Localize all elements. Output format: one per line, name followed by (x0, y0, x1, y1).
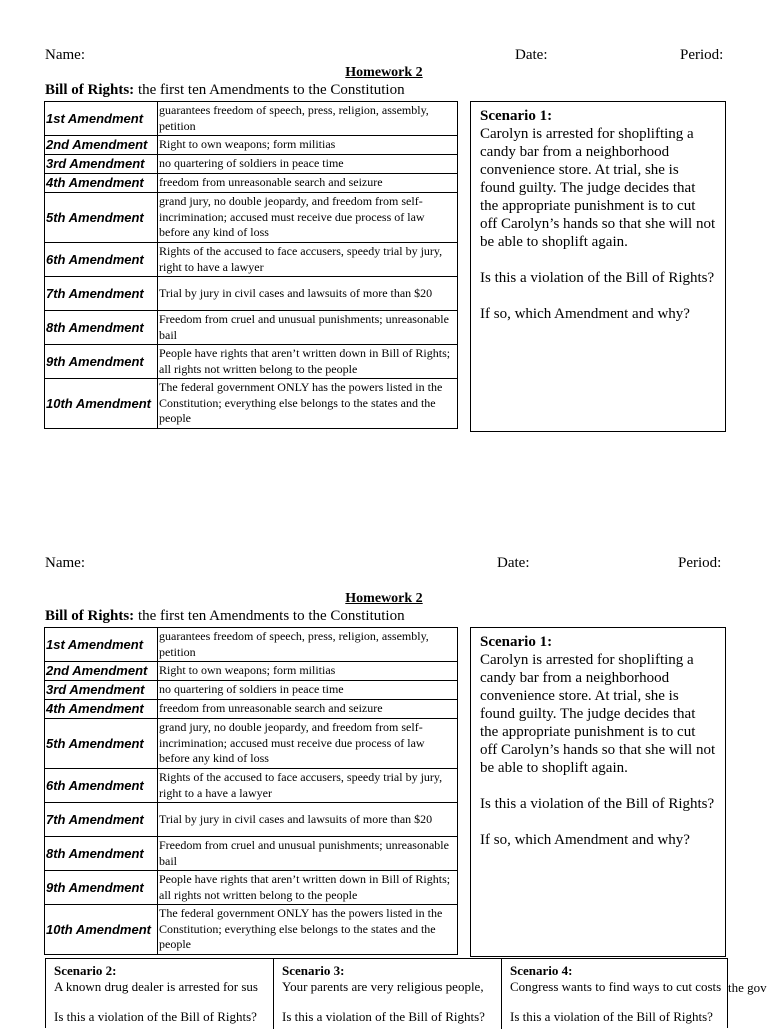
table-row (45, 193, 458, 243)
table-row (45, 719, 458, 769)
scenario-title: Scenario 3: (282, 963, 345, 978)
scenario-title: Scenario 4: (510, 963, 573, 978)
amendment-name: 6th Amendment (45, 243, 158, 277)
table-row (45, 662, 458, 681)
table-row (45, 311, 458, 345)
amendment-name: 3rd Amendment (45, 155, 158, 174)
amendment-description: no quartering of soldiers in peace time (158, 681, 458, 700)
scenario-question: Is this a violation of the Bill of Rights? (54, 1009, 257, 1024)
amendment-description: Right to own weapons; form militias (158, 662, 458, 681)
amendment-name: 5th Amendment (45, 193, 158, 243)
scenario-4-box (502, 959, 728, 1029)
table-row (45, 155, 458, 174)
table-row (45, 837, 458, 871)
table-row (45, 803, 458, 837)
amendment-description: People have rights that aren’t written down in Bill of Rights; all rights not written belong to the people (158, 871, 458, 905)
scenario-question: Is this a violation of the Bill of Rights? (480, 796, 715, 812)
bill-of-rights-text: the first ten Amendments to the Constitution (137, 608, 405, 624)
amendment-description: Right to own weapons; form militias (158, 136, 458, 155)
amendment-description: The federal government ONLY has the powers listed in the Constitution; everything else belongs to the states and the people (158, 379, 458, 429)
date-label: Date: (515, 47, 548, 63)
scenario-question: Is this a violation of the Bill of Rights? (282, 1009, 485, 1024)
scenario-body: Carolyn is arrested for shoplifting a candy bar from a neighborhood convenience store. At trial, she is found guilty. The judge decides that the appropriate punishment is to cut off Carolyn’s hands so that she will not be able to shoplift again. (480, 652, 716, 776)
scenario-body: Congress wants to find ways to cut costs (510, 979, 722, 994)
amendment-name: 7th Amendment (45, 803, 158, 837)
table-row (45, 681, 458, 700)
amendment-description: The federal government ONLY has the powers listed in the Constitution; everything else belongs to the states and the people (158, 905, 458, 955)
table-row (45, 102, 458, 136)
scenario-question: Is this a violation of the Bill of Rights? (480, 270, 715, 286)
amendment-name: 7th Amendment (45, 277, 158, 311)
amendment-name: 8th Amendment (45, 311, 158, 345)
amendment-name: 5th Amendment (45, 719, 158, 769)
bill-of-rights-definition (45, 82, 405, 99)
scenario-body: A known drug dealer is arrested for sus (54, 979, 258, 994)
scenario-question: Is this a violation of the Bill of Rights? (510, 1009, 713, 1024)
period-label: Period: (678, 555, 722, 571)
amendment-description: guarantees freedom of speech, press, religion, assembly, petition (158, 628, 458, 662)
amendment-name: 10th Amendment (45, 905, 158, 955)
name-label: Name: (45, 47, 85, 63)
amendment-description: freedom from unreasonable search and seizure (158, 174, 458, 193)
scenario-title: Scenario 1: (480, 634, 553, 650)
scenario-3-box (274, 959, 501, 1029)
amendment-name: 10th Amendment (45, 379, 158, 429)
amendment-description: Rights of the accused to face accusers, speedy trial by jury, right to a have a lawyer (158, 769, 458, 803)
bill-of-rights-term: Bill of Rights: (45, 82, 135, 98)
amendment-description: guarantees freedom of speech, press, religion, assembly, petition (158, 102, 458, 136)
bill-of-rights-term: Bill of Rights: (45, 608, 135, 624)
amendment-description: Trial by jury in civil cases and lawsuits of more than $20 (158, 803, 458, 837)
scenario-body: Carolyn is arrested for shoplifting a candy bar from a neighborhood convenience store. At trial, she is found guilty. The judge decides that the appropriate punishment is to cut off Carolyn’s hands so that she will not be able to shoplift again. (480, 126, 716, 250)
amendment-name: 1st Amendment (45, 102, 158, 136)
scenario-followup-question: If so, which Amendment and why? (480, 306, 690, 322)
homework-title: Homework 2 (345, 65, 423, 80)
scenario-body: Your parents are very religious people, (282, 979, 484, 994)
amendment-description: freedom from unreasonable search and seizure (158, 700, 458, 719)
amendment-description: grand jury, no double jeopardy, and freedom from self-incrimination; accused must receive due process of law before any kind of loss (158, 719, 458, 769)
amendment-name: 9th Amendment (45, 345, 158, 379)
amendment-name: 2nd Amendment (45, 662, 158, 681)
table-row (45, 905, 458, 955)
scenario-title: Scenario 1: (480, 108, 553, 124)
bottom-scenarios-row (45, 958, 728, 1028)
bill-of-rights-definition (45, 608, 405, 625)
table-row (45, 700, 458, 719)
amendment-name: 2nd Amendment (45, 136, 158, 155)
table-row (45, 136, 458, 155)
table-row (45, 871, 458, 905)
amendments-table (44, 627, 458, 955)
amendment-name: 4th Amendment (45, 174, 158, 193)
scenario-2-box (46, 959, 273, 1029)
scenario-1-box (470, 627, 726, 957)
table-row (45, 628, 458, 662)
table-row (45, 277, 458, 311)
overflow-text-fragment: the gov (728, 980, 767, 995)
amendment-name: 1st Amendment (45, 628, 158, 662)
scenario-1-box (470, 101, 726, 432)
period-label: Period: (680, 47, 724, 63)
amendment-name: 6th Amendment (45, 769, 158, 803)
amendment-name: 4th Amendment (45, 700, 158, 719)
bill-of-rights-text: the first ten Amendments to the Constitution (137, 82, 405, 98)
table-row (45, 345, 458, 379)
amendment-name: 9th Amendment (45, 871, 158, 905)
amendment-name: 8th Amendment (45, 837, 158, 871)
amendment-description: Trial by jury in civil cases and lawsuits of more than $20 (158, 277, 458, 311)
table-row (45, 379, 458, 429)
amendments-table (44, 101, 458, 429)
scenario-title: Scenario 2: (54, 963, 117, 978)
amendment-description: Freedom from cruel and unusual punishments; unreasonable bail (158, 837, 458, 871)
homework-title: Homework 2 (345, 591, 423, 606)
amendment-description: Rights of the accused to face accusers, speedy trial by jury, right to have a lawyer (158, 243, 458, 277)
amendment-description: grand jury, no double jeopardy, and freedom from self-incrimination; accused must receive due process of law before any kind of loss (158, 193, 458, 243)
table-row (45, 769, 458, 803)
amendment-description: People have rights that aren’t written down in Bill of Rights; all rights not written belong to the people (158, 345, 458, 379)
table-row (45, 174, 458, 193)
name-label: Name: (45, 555, 85, 571)
table-row (45, 243, 458, 277)
scenario-followup-question: If so, which Amendment and why? (480, 832, 690, 848)
date-label: Date: (497, 555, 530, 571)
amendment-name: 3rd Amendment (45, 681, 158, 700)
amendment-description: no quartering of soldiers in peace time (158, 155, 458, 174)
amendment-description: Freedom from cruel and unusual punishments; unreasonable bail (158, 311, 458, 345)
